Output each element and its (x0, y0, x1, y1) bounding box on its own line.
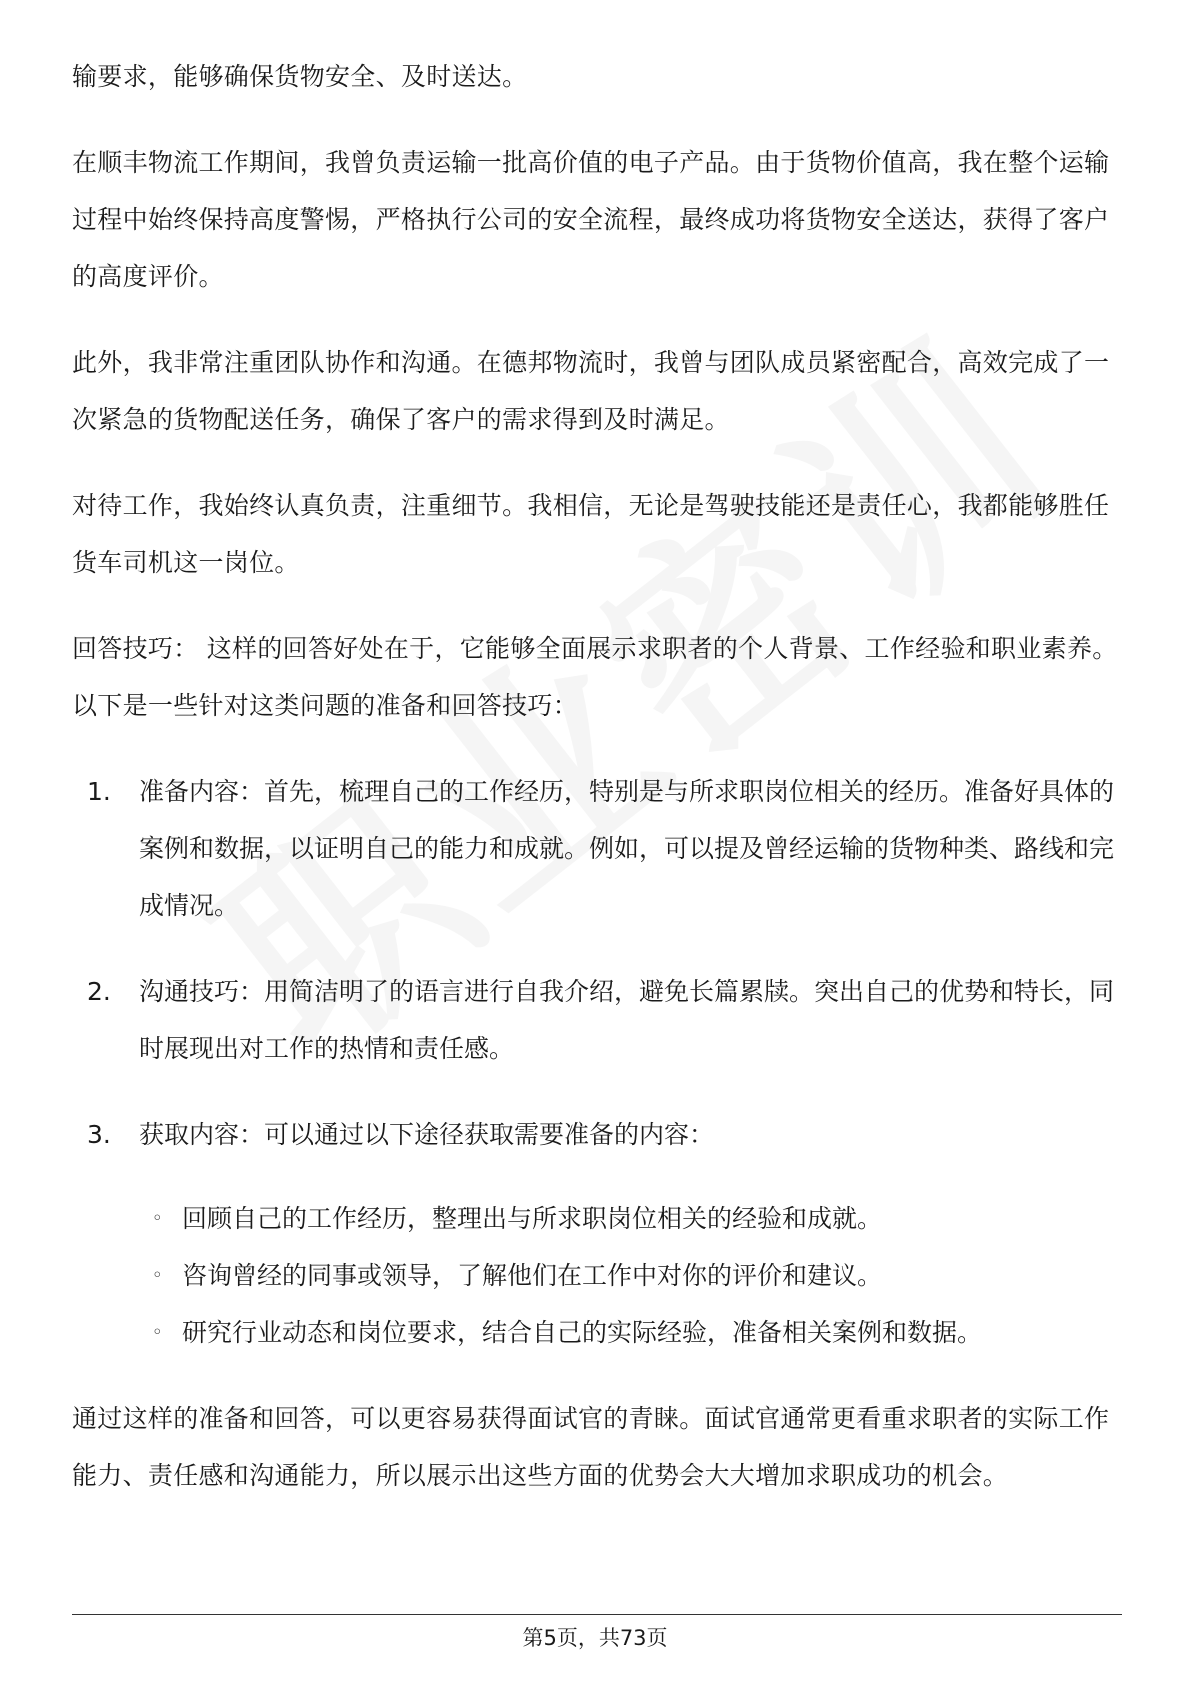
paragraph-attitude: 对待工作，我始终认真负责，注重细节。我相信，无论是驾驶技能还是责任心，我都能够胜任货车司机这一岗位。 (72, 491, 1110, 577)
paragraph-teamwork: 此外，我非常注重团队协作和沟通。在德邦物流时，我曾与团队成员紧密配合，高效完成了一次紧急的货物配送任务，确保了客户的需求得到及时满足。 (72, 348, 1110, 434)
bullet-icon: ◦ (152, 1265, 163, 1286)
bullet-icon: ◦ (152, 1322, 163, 1343)
list-item-number: 1. (87, 777, 111, 806)
bullet-icon: ◦ (152, 1208, 163, 1229)
paragraph-closing: 通过这样的准备和回答，可以更容易获得面试官的青睐。面试官通常更看重求职者的实际工作能力、责任感和沟通能力，所以展示出这些方面的优势会大大增加求职成功的机会。 (72, 1404, 1110, 1490)
numbered-list (72, 763, 1122, 1163)
bullet-item-text: 回顾自己的工作经历，整理出与所求职岗位相关的经验和成就。 (182, 1204, 883, 1233)
bullet-item (72, 1247, 1122, 1304)
paragraph-answer-tips: 回答技巧： 这样的回答好处在于，它能够全面展示求职者的个人背景、工作经验和职业素养。以下是一些针对这类问题的准备和回答技巧： (72, 634, 1118, 720)
list-item-text: 获取内容：可以通过以下途径获取需要准备的内容： (139, 1120, 715, 1149)
bullet-item-text: 咨询曾经的同事或领导，了解他们在工作中对你的评价和建议。 (182, 1261, 883, 1290)
bullet-item (72, 1190, 1122, 1247)
document-body (72, 48, 1122, 1504)
footer-divider (72, 1614, 1122, 1615)
list-item (72, 963, 1122, 1077)
list-item (72, 1106, 1122, 1163)
bullet-list (72, 1190, 1122, 1361)
bullet-item-text: 研究行业动态和岗位要求，结合自己的实际经验，准备相关案例和数据。 (182, 1318, 983, 1347)
paragraph-sf-experience: 在顺丰物流工作期间，我曾负责运输一批高价值的电子产品。由于货物价值高，我在整个运输过程中始终保持高度警惕，严格执行公司的安全流程，最终成功将货物安全送达，获得了客户的高度评价。 (72, 148, 1110, 291)
list-item (72, 763, 1122, 934)
list-item-number: 2. (87, 977, 111, 1006)
list-item-number: 3. (87, 1120, 111, 1149)
list-item-text: 沟通技巧：用简洁明了的语言进行自我介绍，避免长篇累牍。突出自己的优势和特长，同时展现出对工作的热情和责任感。 (139, 977, 1115, 1063)
paragraph-continuation: 输要求，能够确保货物安全、及时送达。 (72, 62, 528, 91)
list-item-text: 准备内容：首先，梳理自己的工作经历，特别是与所求职岗位相关的经历。准备好具体的案例和数据，以证明自己的能力和成就。例如，可以提及曾经运输的货物种类、路线和完成情况。 (139, 777, 1115, 920)
bullet-item (72, 1304, 1122, 1361)
page-number: 第5页，共73页 (522, 1626, 668, 1650)
